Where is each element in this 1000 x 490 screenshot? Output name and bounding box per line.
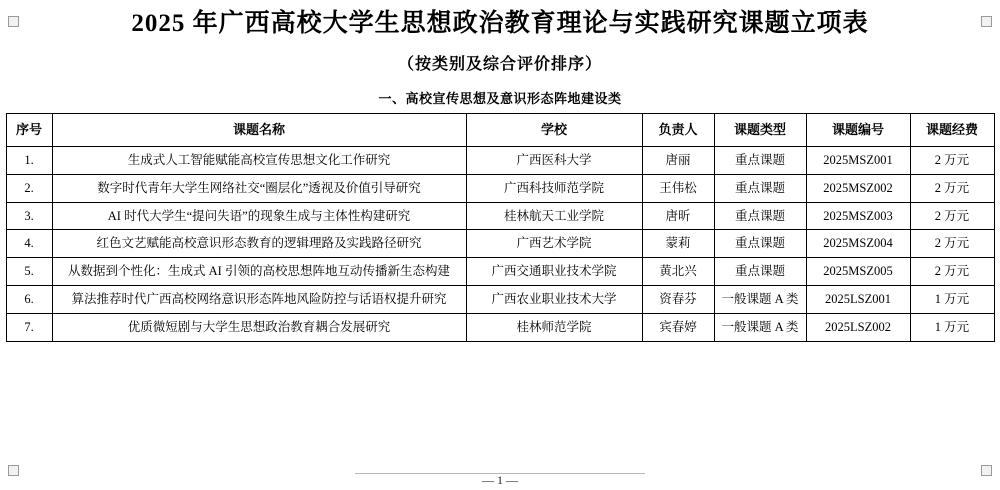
column-header-code: 课题编号: [806, 114, 910, 147]
cell-seq: 4.: [6, 230, 52, 258]
cell-name: 红色文艺赋能高校意识形态教育的逻辑理路及实践路径研究: [52, 230, 466, 258]
column-header-type: 课题类型: [714, 114, 806, 147]
cell-type: 重点课题: [714, 230, 806, 258]
cell-seq: 5.: [6, 258, 52, 286]
table-body: [6, 146, 994, 341]
cell-person: 唐丽: [642, 146, 714, 174]
cell-person: 唐昕: [642, 202, 714, 230]
table-row: [6, 146, 994, 174]
table-row: [6, 258, 994, 286]
cell-fund: 2 万元: [910, 174, 994, 202]
column-header-name: 课题名称: [52, 114, 466, 147]
cell-school: 广西艺术学院: [466, 230, 642, 258]
cell-type: 重点课题: [714, 258, 806, 286]
cell-person: 王伟松: [642, 174, 714, 202]
column-header-fund: 课题经费: [910, 114, 994, 147]
document-subtitle: （按类别及综合评价排序）: [397, 56, 602, 74]
cell-school: 桂林航天工业学院: [466, 202, 642, 230]
cell-seq: 6.: [6, 286, 52, 314]
cell-name: 算法推荐时代广西高校网络意识形态阵地风险防控与话语权提升研究: [52, 286, 466, 314]
cell-seq: 2.: [6, 174, 52, 202]
page-corner-mark-top-left: [8, 16, 19, 27]
cell-type: 重点课题: [714, 202, 806, 230]
page-number: — 1 —: [482, 473, 518, 487]
cell-code: 2025MSZ002: [806, 174, 910, 202]
cell-type: 重点课题: [714, 146, 806, 174]
cell-fund: 2 万元: [910, 230, 994, 258]
cell-seq: 7.: [6, 314, 52, 342]
table-row: [6, 230, 994, 258]
cell-name: 从数据到个性化：生成式 AI 引领的高校思想阵地互动传播新生态构建: [52, 258, 466, 286]
cell-code: 2025MSZ001: [806, 146, 910, 174]
cell-person: 资春芬: [642, 286, 714, 314]
cell-type: 一般课题 A 类: [714, 314, 806, 342]
cell-seq: 1.: [6, 146, 52, 174]
cell-fund: 1 万元: [910, 314, 994, 342]
cell-school: 广西科技师范学院: [466, 174, 642, 202]
table-row: [6, 174, 994, 202]
cell-school: 广西医科大学: [466, 146, 642, 174]
cell-code: 2025MSZ004: [806, 230, 910, 258]
cell-code: 2025MSZ003: [806, 202, 910, 230]
cell-type: 重点课题: [714, 174, 806, 202]
cell-name: 数字时代青年大学生网络社交“圈层化”透视及价值引导研究: [52, 174, 466, 202]
cell-fund: 2 万元: [910, 146, 994, 174]
table-row: [6, 286, 994, 314]
page-corner-mark-top-right: [981, 16, 992, 27]
column-header-seq: 序号: [6, 114, 52, 147]
cell-school: 广西交通职业技术学院: [466, 258, 642, 286]
cell-type: 一般课题 A 类: [714, 286, 806, 314]
cell-fund: 2 万元: [910, 202, 994, 230]
column-header-school: 学校: [466, 114, 642, 147]
cell-code: 2025MSZ005: [806, 258, 910, 286]
cell-name: AI 时代大学生“提问失语”的现象生成与主体性构建研究: [52, 202, 466, 230]
table-row: [6, 314, 994, 342]
cell-school: 桂林师范学院: [466, 314, 642, 342]
project-table: [6, 113, 995, 342]
section-heading: 一、高校宣传思想及意识形态阵地建设类: [378, 91, 622, 107]
cell-name: 生成式人工智能赋能高校宣传思想文化工作研究: [52, 146, 466, 174]
cell-code: 2025LSZ002: [806, 314, 910, 342]
cell-school: 广西农业职业技术大学: [466, 286, 642, 314]
cell-fund: 1 万元: [910, 286, 994, 314]
table-header-row: [6, 114, 994, 147]
document-page: [0, 8, 1000, 490]
table-row: [6, 202, 994, 230]
cell-name: 优质微短剧与大学生思想政治教育耦合发展研究: [52, 314, 466, 342]
column-header-person: 负责人: [642, 114, 714, 147]
cell-person: 黄北兴: [642, 258, 714, 286]
cell-seq: 3.: [6, 202, 52, 230]
cell-person: 蒙莉: [642, 230, 714, 258]
cell-person: 宾春婷: [642, 314, 714, 342]
cell-code: 2025LSZ001: [806, 286, 910, 314]
document-title: 2025 年广西高校大学生思想政治教育理论与实践研究课题立项表: [131, 10, 869, 37]
cell-fund: 2 万元: [910, 258, 994, 286]
